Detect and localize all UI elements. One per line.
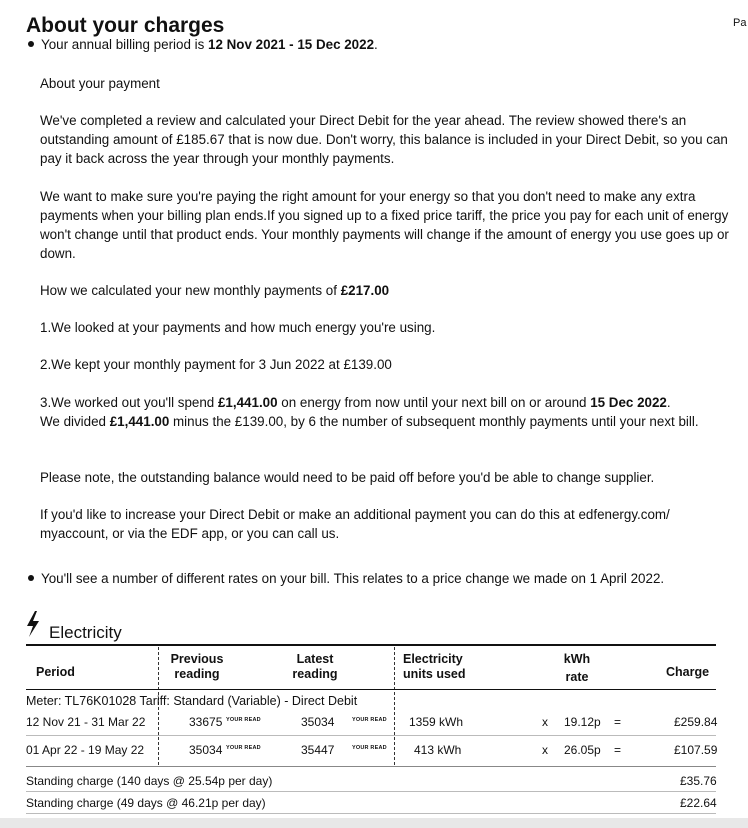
page-bottom-edge: [0, 818, 748, 828]
row-charge: £259.84: [674, 715, 718, 729]
increase-paragraph: If you'd like to increase your Direct Debit or make an additional payment you can do this at edfenergy.com/ myaccount, or via the EDF app, or you can call us.: [40, 507, 670, 541]
bullet-dot: [28, 41, 34, 47]
row-divider: [26, 791, 716, 792]
row-latest: 35034: [301, 715, 335, 729]
col-period: Period: [36, 665, 75, 679]
billing-period-line: [41, 35, 378, 54]
row-latest-tag: YOUR READ: [352, 717, 387, 723]
row-previous-tag: YOUR READ: [226, 745, 261, 751]
row-divider: [26, 766, 716, 767]
review-paragraph: We've completed a review and calculated your Direct Debit for the year ahead. The review showed there's an outstanding amount of £185.67 that is now due. Don't worry, this balance is included in your Direct Debit, so you can pay it back across the year through your monthly payments.: [40, 113, 728, 166]
row-equals: =: [614, 715, 622, 729]
meter-line: Meter: TL76K01028 Tariff: Standard (Variable) - Direct Debit: [26, 694, 358, 708]
rates-bullet-text: You'll see a number of different rates on your bill. This relates to a price change we made on 1 April 2022.: [41, 571, 665, 586]
lightning-bolt-icon: [24, 610, 42, 638]
billing-prefix: Your annual billing period is: [41, 37, 209, 52]
row-units: 1359 kWh: [409, 715, 464, 729]
col-previous-reading: Previous reading: [170, 652, 224, 681]
col-kwh-rate: kWh rate: [563, 652, 591, 684]
row-previous-tag: YOUR READ: [226, 717, 261, 723]
step3-amount2: £1,441.00: [109, 414, 170, 429]
row-rate: 19.12p: [564, 715, 601, 729]
header-rule: [26, 689, 716, 690]
row-charge: £107.59: [674, 743, 718, 757]
billing-period-value: 12 Nov 2021 - 15 Dec 2022: [208, 37, 375, 52]
note-paragraph: Please note, the outstanding balance would need to be paid off before you'd be able to change supplier.: [40, 470, 655, 485]
row-latest: 35447: [301, 743, 335, 757]
standing-label: Standing charge (49 days @ 46.21p per day): [26, 796, 266, 810]
row-divider: [26, 813, 716, 814]
row-latest-tag: YOUR READ: [352, 745, 387, 751]
row-units: 413 kWh: [414, 743, 462, 757]
step-2: 2.We kept your monthly payment for 3 Jun 2022 at £139.00: [40, 357, 392, 372]
step3-e: minus the £139.00, by 6 the number of subsequent monthly payments until your next bill.: [169, 414, 699, 429]
step3-a: 3.We worked out you'll spend: [40, 395, 218, 410]
calc-amount: £217.00: [340, 283, 390, 298]
row-previous: 35034: [189, 743, 223, 757]
row-equals: =: [614, 743, 622, 757]
calc-prefix: How we calculated your new monthly payments of: [40, 283, 341, 298]
standing-charge: £35.76: [680, 774, 717, 788]
row-times: x: [542, 715, 548, 729]
row-rate: 26.05p: [564, 743, 601, 757]
page-title: About your charges: [26, 14, 225, 37]
step3-c: .: [666, 395, 671, 410]
row-period: 01 Apr 22 - 19 May 22: [26, 743, 145, 757]
step3-b: on energy from now until your next bill on or around: [277, 395, 591, 410]
step-3: [40, 393, 730, 431]
standing-label: Standing charge (140 days @ 25.54p per day): [26, 774, 273, 788]
row-divider: [26, 735, 716, 736]
row-period: 12 Nov 21 - 31 Mar 22: [26, 715, 146, 729]
page-marker: Pa: [733, 17, 747, 29]
bullet-dot: [28, 575, 34, 581]
calc-heading: [40, 281, 730, 300]
step-1: 1.We looked at your payments and how much energy you're using.: [40, 320, 436, 335]
section-rule: [26, 644, 716, 646]
col-charge: Charge: [666, 665, 710, 679]
step3-amount: £1,441.00: [217, 395, 278, 410]
column-divider: [394, 647, 395, 765]
step3-d: We divided: [40, 414, 110, 429]
row-previous: 33675: [189, 715, 223, 729]
payment-heading: About your payment: [40, 76, 160, 91]
col-latest-reading: Latest reading: [292, 652, 338, 681]
step3-date: 15 Dec 2022: [590, 395, 667, 410]
row-times: x: [542, 743, 548, 757]
col-units-used: Electricity units used: [403, 652, 466, 681]
electricity-title: Electricity: [49, 623, 122, 642]
billing-suffix: .: [374, 37, 378, 52]
standing-charge: £22.64: [680, 796, 717, 810]
right-amount-paragraph: We want to make sure you're paying the right amount for your energy so that you don't need to make any extra payments when your billing plan ends.If you signed up to a fixed price tariff, the price you pay for each unit of energy won't change until that product ends. Your monthly payments will change if the amount of energy you use goes up or down.: [40, 189, 729, 261]
